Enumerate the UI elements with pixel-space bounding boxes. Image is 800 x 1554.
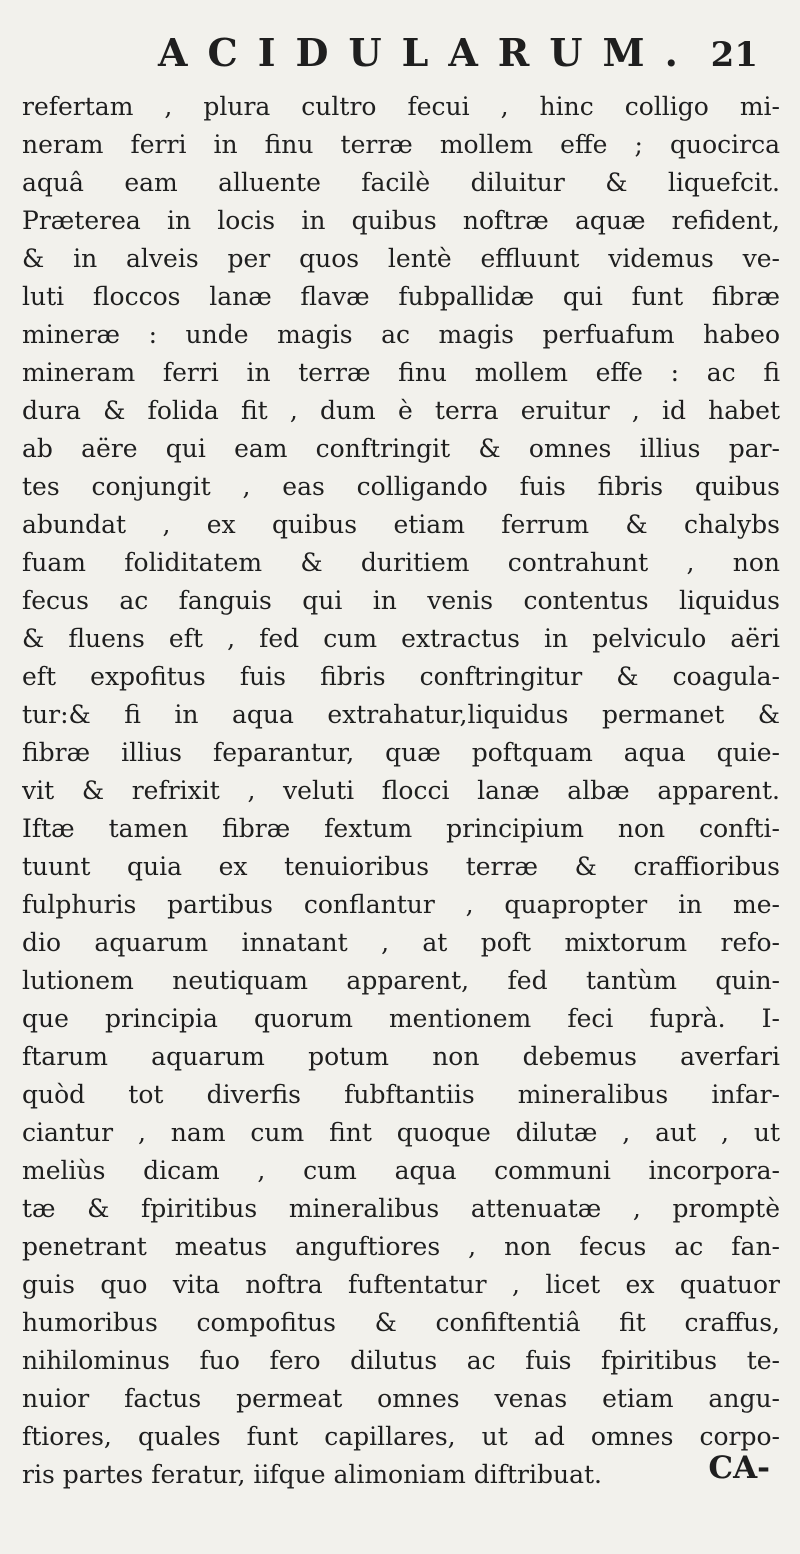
text-line: neram ferri in finu terræ mollem effe ; quocirca <box>22 130 780 159</box>
text-line: aquâ eam alluente facilè diluitur & liquefcit. <box>22 168 780 197</box>
text-line: guis quo vita noftra fuftentatur , licet ex quatuor <box>22 1270 780 1299</box>
text-line: fuam foliditatem & duritiem contrahunt , non <box>22 548 780 577</box>
text-line: tæ & fpiritibus mineralibus attenuatæ , promptè <box>22 1194 780 1223</box>
running-title: ACIDULARUM. <box>158 30 698 75</box>
text-line: nuior factus permeat omnes venas etiam angu- <box>22 1384 780 1413</box>
text-line: que principia quorum mentionem feci fuprà. I- <box>22 1004 780 1033</box>
body-text <box>22 88 780 1494</box>
text-line: eft expofitus fuis fibris conftringitur & coagula- <box>22 662 780 691</box>
text-line: meliùs dicam , cum aqua communi incorpora- <box>22 1156 780 1185</box>
text-line: ab aëre qui eam conftringit & omnes illius par- <box>22 434 780 463</box>
text-line: mineram ferri in terræ finu mollem effe : ac fi <box>22 358 780 387</box>
text-line: Iftæ tamen fibræ fextum principium non confti- <box>22 814 780 843</box>
text-line: luti floccos lanæ flavæ fubpallidæ qui funt fibræ <box>22 282 780 311</box>
text-line: mineræ : unde magis ac magis perfuafum habeo <box>22 320 780 349</box>
text-line: tuunt quia ex tenuioribus terræ & craffioribus <box>22 852 780 881</box>
text-line: fecus ac fanguis qui in venis contentus liquidus <box>22 586 780 615</box>
page-number: 21 <box>710 35 758 75</box>
text-line: nihilominus fuo fero dilutus ac fuis fpiritibus te- <box>22 1346 780 1375</box>
text-line: ftarum aquarum potum non debemus averfari <box>22 1042 780 1071</box>
text-line: refertam , plura cultro fecui , hinc colligo mi- <box>22 92 780 121</box>
text-line: quòd tot diverfis fubftantiis mineralibus infar- <box>22 1080 780 1109</box>
text-line: ftiores, quales funt capillares, ut ad omnes corpo- <box>22 1422 780 1451</box>
text-line: & in alveis per quos lentè effluunt videmus ve- <box>22 244 780 273</box>
catchword: CA- <box>708 1450 770 1486</box>
text-line: tes conjungit , eas colligando fuis fibris quibus <box>22 472 780 501</box>
text-line: dio aquarum innatant , at poft mixtorum refo- <box>22 928 780 957</box>
text-line: Præterea in locis in quibus noftræ aquæ refident, <box>22 206 780 235</box>
text-line: ris partes feratur, iifque alimoniam diftribuat. <box>22 1460 602 1489</box>
text-line: tur:& fi in aqua extrahatur,liquidus permanet & <box>22 700 780 729</box>
text-line: fibræ illius feparantur, quæ poftquam aqua quie- <box>22 738 780 767</box>
text-line: abundat , ex quibus etiam ferrum & chalybs <box>22 510 780 539</box>
text-line: dura & folida fit , dum è terra eruitur , id habet <box>22 396 780 425</box>
page-header <box>158 28 758 78</box>
text-line: vit & refrixit , veluti flocci lanæ albæ apparent. <box>22 776 780 805</box>
text-line: penetrant meatus anguftiores , non fecus ac fan- <box>22 1232 780 1261</box>
text-line: lutionem neutiquam apparent, fed tantùm quin- <box>22 966 780 995</box>
text-line: & fluens eft , fed cum extractus in pelviculo aëri <box>22 624 780 653</box>
text-line: ciantur , nam cum fint quoque dilutæ , aut , ut <box>22 1118 780 1147</box>
text-line: fulphuris partibus conflantur , quapropter in me- <box>22 890 780 919</box>
text-line: humoribus compofitus & confiftentiâ fit craffus, <box>22 1308 780 1337</box>
